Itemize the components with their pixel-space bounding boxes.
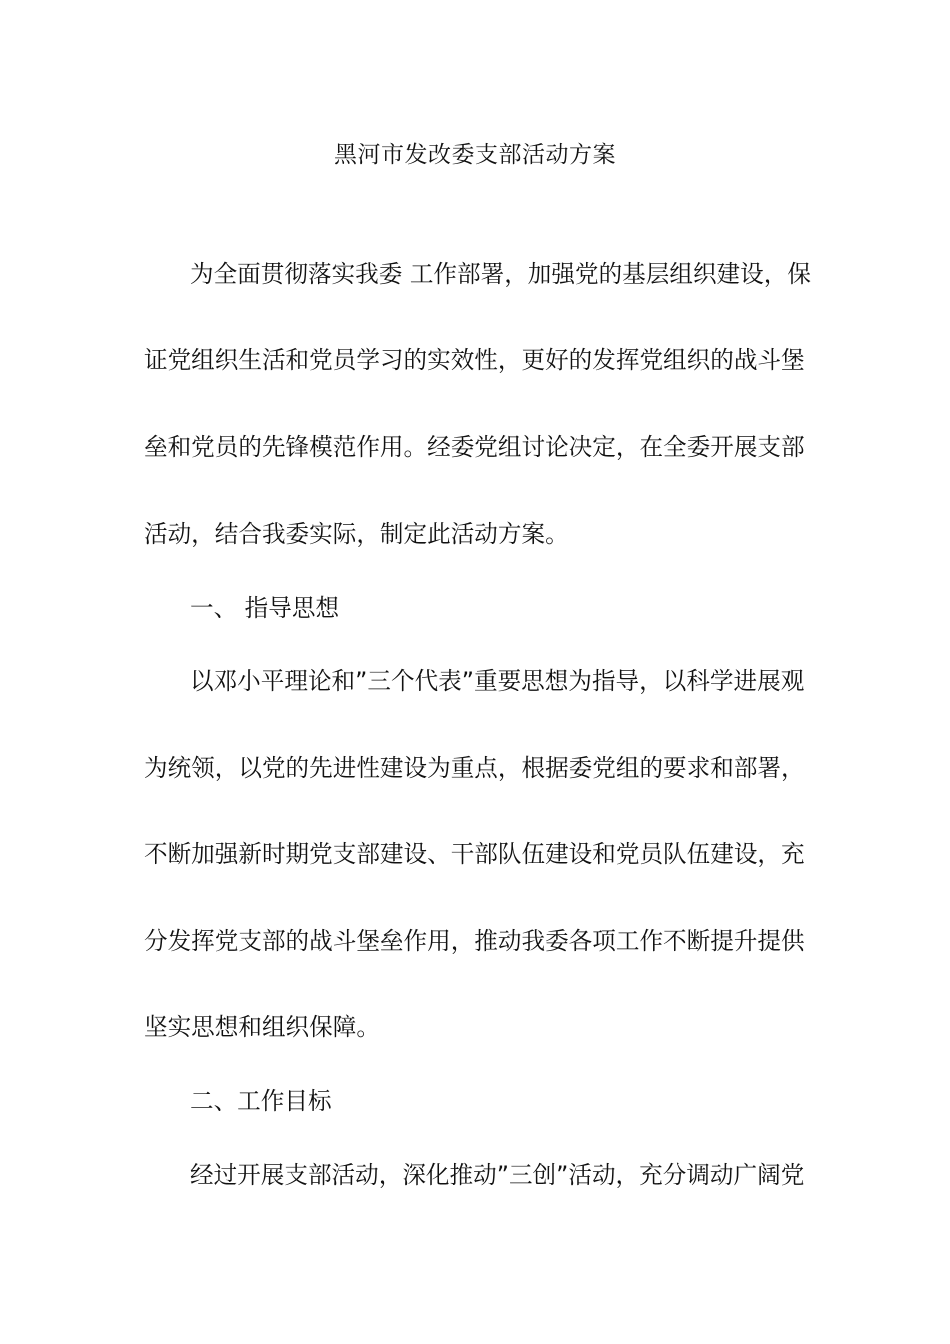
section-heading: 一、 指导思想 [190, 594, 340, 622]
paragraph-line: 为统领，以党的先进性建设为重点，根据委党组的要求和部署， [144, 754, 805, 782]
paragraph-line: 经过开展支部活动，深化推动”三创”活动，充分调动广阔党 [190, 1161, 805, 1189]
paragraph-line: 以邓小平理论和”三个代表”重要思想为指导，以科学进展观 [190, 667, 805, 695]
paragraph-line: 不断加强新时期党支部建设、干部队伍建设和党员队伍建设，充 [144, 840, 805, 868]
document-title: 黑河市发改委支部活动方案 [334, 142, 616, 168]
paragraph-line: 垒和党员的先锋模范作用。经委党组讨论决定，在全委开展支部 [144, 433, 805, 461]
paragraph-line: 证党组织生活和党员学习的实效性，更好的发挥党组织的战斗堡 [144, 346, 805, 374]
section-heading: 二、工作目标 [190, 1087, 332, 1115]
paragraph-line: 坚实思想和组织保障。 [144, 1013, 380, 1041]
paragraph-line: 活动，结合我委实际，制定此活动方案。 [144, 520, 569, 548]
paragraph-line: 为全面贯彻落实我委 工作部署，加强党的基层组织建设，保 [190, 260, 811, 288]
paragraph-line: 分发挥党支部的战斗堡垒作用，推动我委各项工作不断提升提供 [144, 927, 805, 955]
